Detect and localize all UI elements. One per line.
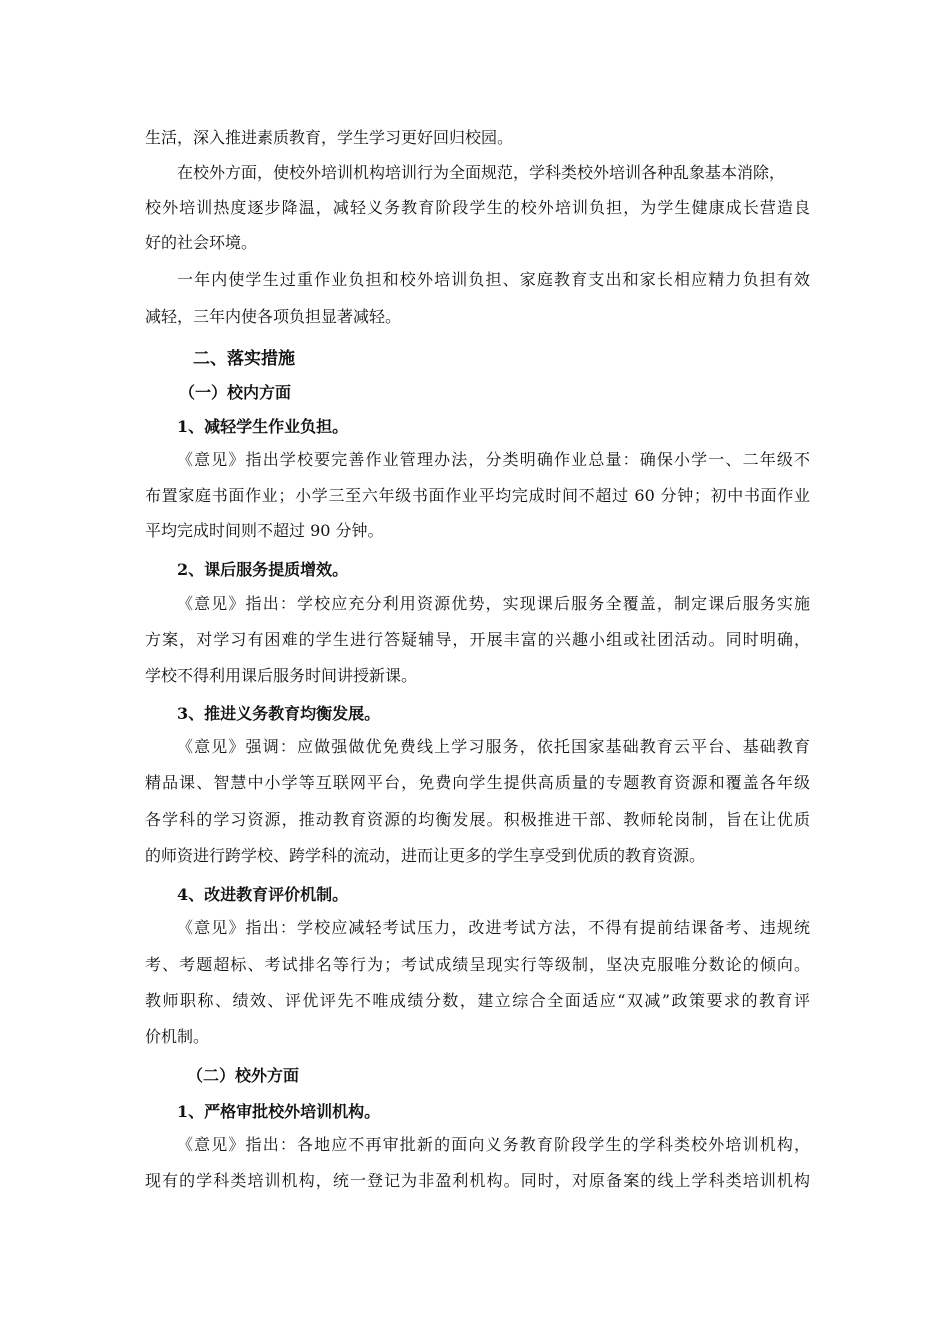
item-heading: 1、严格审批校外培训机构。 <box>177 1102 381 1121</box>
paragraph-line: 平均完成时间则不超过 90 分钟。 <box>145 521 384 540</box>
subsection-heading: （一）校内方面 <box>179 383 292 402</box>
paragraph-line: 精品课、智慧中小学等互联网平台，免费向学生提供高质量的专题教育资源和覆盖各年级 <box>145 773 810 792</box>
paragraph-line: 考、考题超标、考试排名等行为；考试成绩呈现实行等级制，坚决克服唯分数论的倾向。 <box>145 955 810 974</box>
paragraph-line: 布置家庭书面作业；小学三至六年级书面作业平均完成时间不超过 60 分钟；初中书面作业 <box>145 486 810 505</box>
paragraph-line: 教师职称、绩效、评优评先不唯成绩分数，建立综合全面适应“双减”政策要求的教育评 <box>145 991 810 1010</box>
item-heading: 1、减轻学生作业负担。 <box>177 417 349 436</box>
paragraph-line: 减轻，三年内使各项负担显著减轻。 <box>145 307 402 326</box>
subsection-heading: （二）校外方面 <box>187 1066 300 1085</box>
item-heading: 4、改进教育评价机制。 <box>177 885 349 904</box>
paragraph-line: 《意见》强调：应做强做优免费线上学习服务，依托国家基础教育云平台、基础教育 <box>177 737 810 756</box>
paragraph-line: 在校外方面，使校外培训机构培训行为全面规范，学科类校外培训各种乱象基本消除， <box>177 163 786 182</box>
paragraph-line: 生活，深入推进素质教育，学生学习更好回归校园。 <box>145 128 514 147</box>
paragraph-line: 现有的学科类培训机构，统一登记为非盈利机构。同时，对原备案的线上学科类培训机构 <box>145 1171 810 1190</box>
item-heading: 2、课后服务提质增效。 <box>177 560 349 579</box>
paragraph-line: 价机制。 <box>145 1027 210 1046</box>
paragraph-line: 校外培训热度逐步降温，减轻义务教育阶段学生的校外培训负担，为学生健康成长营造良 <box>145 198 810 217</box>
paragraph-line: 的师资进行跨学校、跨学科的流动，进而让更多的学生享受到优质的教育资源。 <box>145 846 706 865</box>
paragraph-line: 《意见》指出学校要完善作业管理办法，分类明确作业总量：确保小学一、二年级不 <box>177 450 810 469</box>
paragraph-line: 好的社会环境。 <box>145 233 258 252</box>
paragraph-line: 《意见》指出：各地应不再审批新的面向义务教育阶段学生的学科类校外培训机构， <box>177 1135 810 1154</box>
paragraph-line: 《意见》指出：学校应充分利用资源优势，实现课后服务全覆盖，制定课后服务实施 <box>177 594 810 613</box>
paragraph-line: 方案，对学习有困难的学生进行答疑辅导，开展丰富的兴趣小组或社团活动。同时明确， <box>145 630 810 649</box>
paragraph-line: 学校不得利用课后服务时间讲授新课。 <box>145 666 418 685</box>
paragraph-line: 各学科的学习资源，推动教育资源的均衡发展。积极推进干部、教师轮岗制，旨在让优质 <box>145 810 810 829</box>
item-heading: 3、推进义务教育均衡发展。 <box>177 704 381 723</box>
paragraph-line: 一年内使学生过重作业负担和校外培训负担、家庭教育支出和家长相应精力负担有效 <box>177 270 810 289</box>
section-heading: 二、落实措施 <box>193 349 295 369</box>
paragraph-line: 《意见》指出：学校应减轻考试压力，改进考试方法，不得有提前结课备考、违规统 <box>177 918 810 937</box>
